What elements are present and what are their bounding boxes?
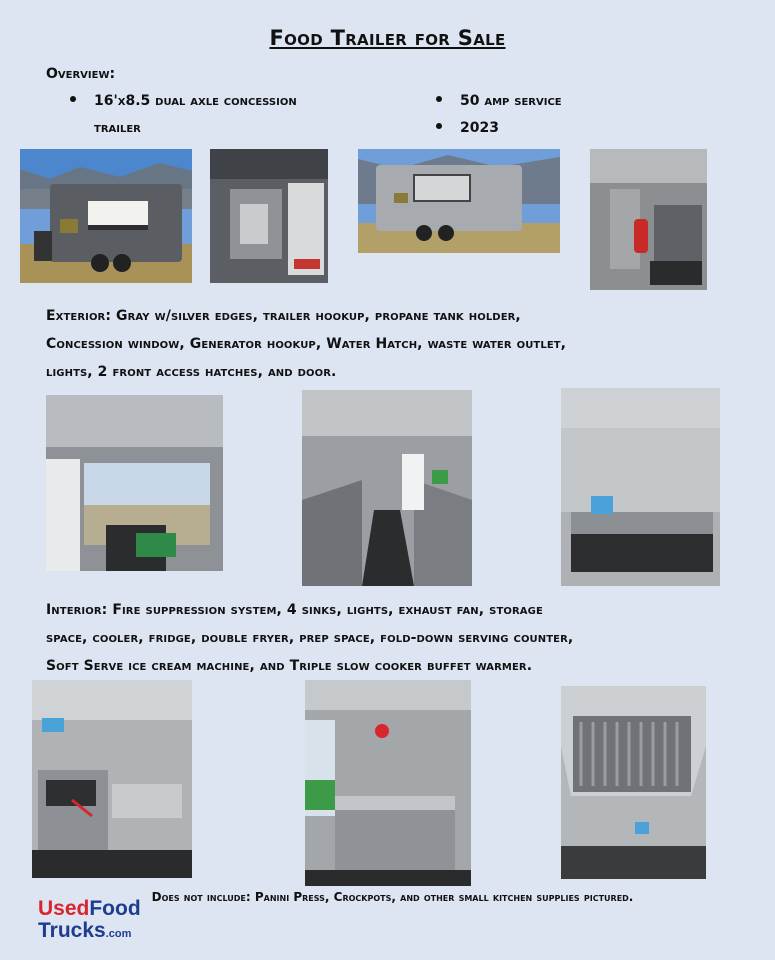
photo-exhaust-hood [561,686,706,879]
photo-interior-extinguisher [590,149,707,290]
photo-interior-window [46,395,223,571]
photo-interior-aisle [302,390,472,586]
bullet-icon [436,96,442,102]
photo-interior-prep-counter [305,680,471,886]
photo-interior-sinks [561,388,720,586]
bullet-icon [436,123,442,129]
photo-interior-fryer [32,680,192,878]
overview-bullet-size: 16'x8.5 dual axle concession trailer [70,88,297,142]
footnote: Does not include: Panini Press, Crockpots, and other small kitchen supplies pictured. [151,890,634,904]
overview-label: Overview: [46,66,116,82]
page-title: Food Trailer for Sale [269,26,506,50]
bullet-icon [70,96,76,102]
photo-trailer-exterior-front [358,149,560,253]
usedfoodtrucks-logo: UsedFood Trucks.com [38,897,141,942]
interior-description: Interior: Fire suppression system, 4 sinks, lights, exhaust fan, storage space, cooler, fridge, double fryer, prep space, fold-down serving counter, Soft Serve ice cream machine, and Triple slow cooker buffet warmer. [46,602,574,674]
photo-electrical-panel [210,149,328,283]
overview-bullet-service: 50 amp service 2023 [436,88,562,142]
photo-trailer-exterior-side [20,149,192,283]
exterior-description: Exterior: Gray w/silver edges, trailer hookup, propane tank holder, Concession window, Generator hookup, Water Hatch, waste water outlet, lights, 2 front access hatches, and door. [46,308,567,380]
